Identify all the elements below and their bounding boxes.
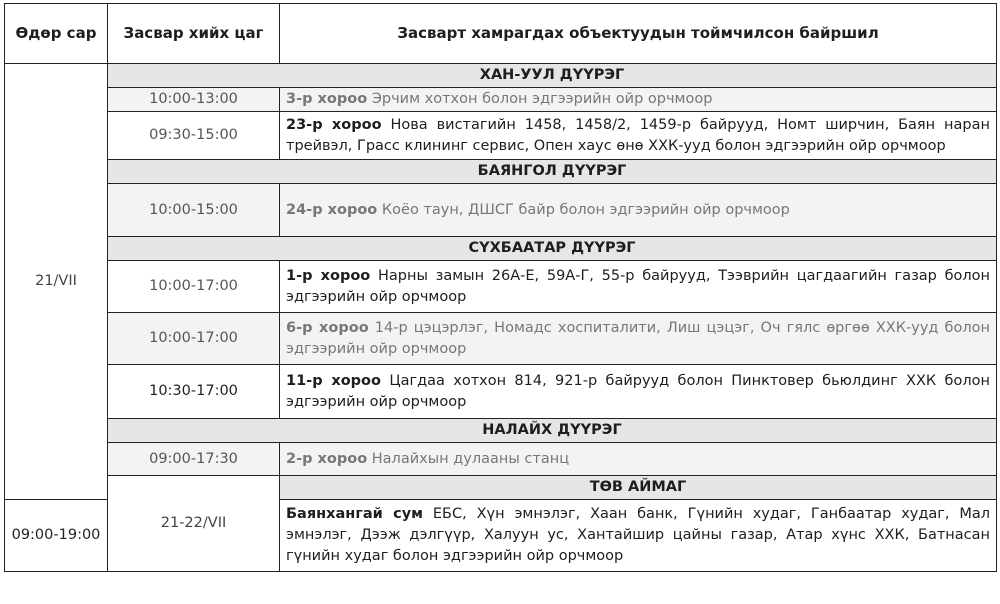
time-cell: 09:00-19:00 [5, 500, 108, 572]
header-location: Засварт хамрагдах объектуудын тоймчилсон байршил [280, 4, 997, 64]
location-cell [280, 112, 997, 160]
date-cell: 21/VII [5, 64, 108, 500]
location-cell [280, 184, 997, 237]
area-name: 6-р хороо [286, 319, 369, 336]
time-cell: 10:00-17:00 [108, 313, 280, 365]
district-row [5, 419, 997, 443]
location-cell [280, 500, 997, 572]
time-cell: 09:30-15:00 [108, 112, 280, 160]
time-cell: 10:00-17:00 [108, 261, 280, 313]
district-row [5, 476, 997, 500]
area-name: Баянхангай сум [286, 506, 424, 522]
area-name: 1-р хороо [286, 267, 371, 284]
district-heading: ХАН-УУЛ ДҮҮРЭГ [108, 64, 997, 88]
header-row [5, 4, 997, 64]
header-date: Өдөр сар [5, 4, 108, 64]
area-name: 3-р хороо [286, 91, 368, 107]
location-details: Налайхын дулааны станц [367, 450, 570, 467]
date-cell: 21-22/VII [108, 476, 280, 572]
district-heading: НАЛАЙХ ДҮҮРЭГ [108, 419, 997, 443]
table-row [5, 443, 997, 476]
location-cell [280, 313, 997, 365]
time-cell: 10:00-15:00 [108, 184, 280, 237]
table-row [5, 261, 997, 313]
district-row [5, 160, 997, 184]
location-details: Коёо таун, ДШСГ байр болон эдгээрийн ойр орчмоор [377, 201, 790, 218]
area-name: 23-р хороо [286, 116, 382, 133]
table-row [5, 88, 997, 112]
location-cell [280, 365, 997, 419]
location-details: 14-р цэцэрлэг, Номадс хоспиталити, Лиш цэцэг, Оч гялс өргөө ХХК-ууд болон эдгээрийн ойр орчмоор [286, 319, 990, 357]
area-name: 2-р хороо [286, 450, 368, 467]
table-row [5, 313, 997, 365]
location-cell [280, 88, 997, 112]
location-details: Нова вистагийн 1458, 1458/2, 1459-р байрууд, Номт ширчин, Баян наран трейвэл, Грасс клининг сервис, Опен хаус өнө ХХК-ууд болон эдгээрийн ойр орчмоор [286, 116, 990, 154]
table-row [5, 365, 997, 419]
district-heading: СҮХБААТАР ДҮҮРЭГ [108, 237, 997, 261]
location-details: Эрчим хотхон болон эдгээрийн ойр орчмоор [367, 91, 713, 107]
area-name: 24-р хороо [286, 201, 378, 218]
district-row [5, 237, 997, 261]
time-cell: 09:00-17:30 [108, 443, 280, 476]
district-row [5, 64, 997, 88]
location-details: Нарны замын 26А-Е, 59А-Г, 55-р байрууд, Тээврийн цагдаагийн газар болон эдгээрийн ойр орчмоор [286, 267, 991, 305]
location-details: ЕБС, Хүн эмнэлэг, Хаан банк, Гүнийн худаг, Ганбаатар худаг, Мал эмнэлэг, Дээж дэлгүүр, Халуун ус, Хантайшир цайны газар, Атар хүнс ХХК, Батнасан гүнийн худаг болон эдгээрийн ойр орчмоор [286, 506, 991, 564]
location-cell [280, 261, 997, 313]
district-heading: БАЯНГОЛ ДҮҮРЭГ [108, 160, 997, 184]
district-heading: ТӨВ АЙМАГ [280, 476, 997, 500]
time-cell: 10:00-13:00 [108, 88, 280, 112]
area-name: 11-р хороо [286, 372, 381, 389]
location-cell [280, 443, 997, 476]
schedule-table [4, 3, 997, 572]
time-cell: 10:30-17:00 [108, 365, 280, 419]
table-row [5, 112, 997, 160]
location-details: Цагдаа хотхон 814, 921-р байрууд болон Пинктовер бьюлдинг ХХК болон эдгээрийн ойр орчмоор [286, 372, 990, 410]
header-time: Засвар хийх цаг [108, 4, 280, 64]
table-row [5, 184, 997, 237]
